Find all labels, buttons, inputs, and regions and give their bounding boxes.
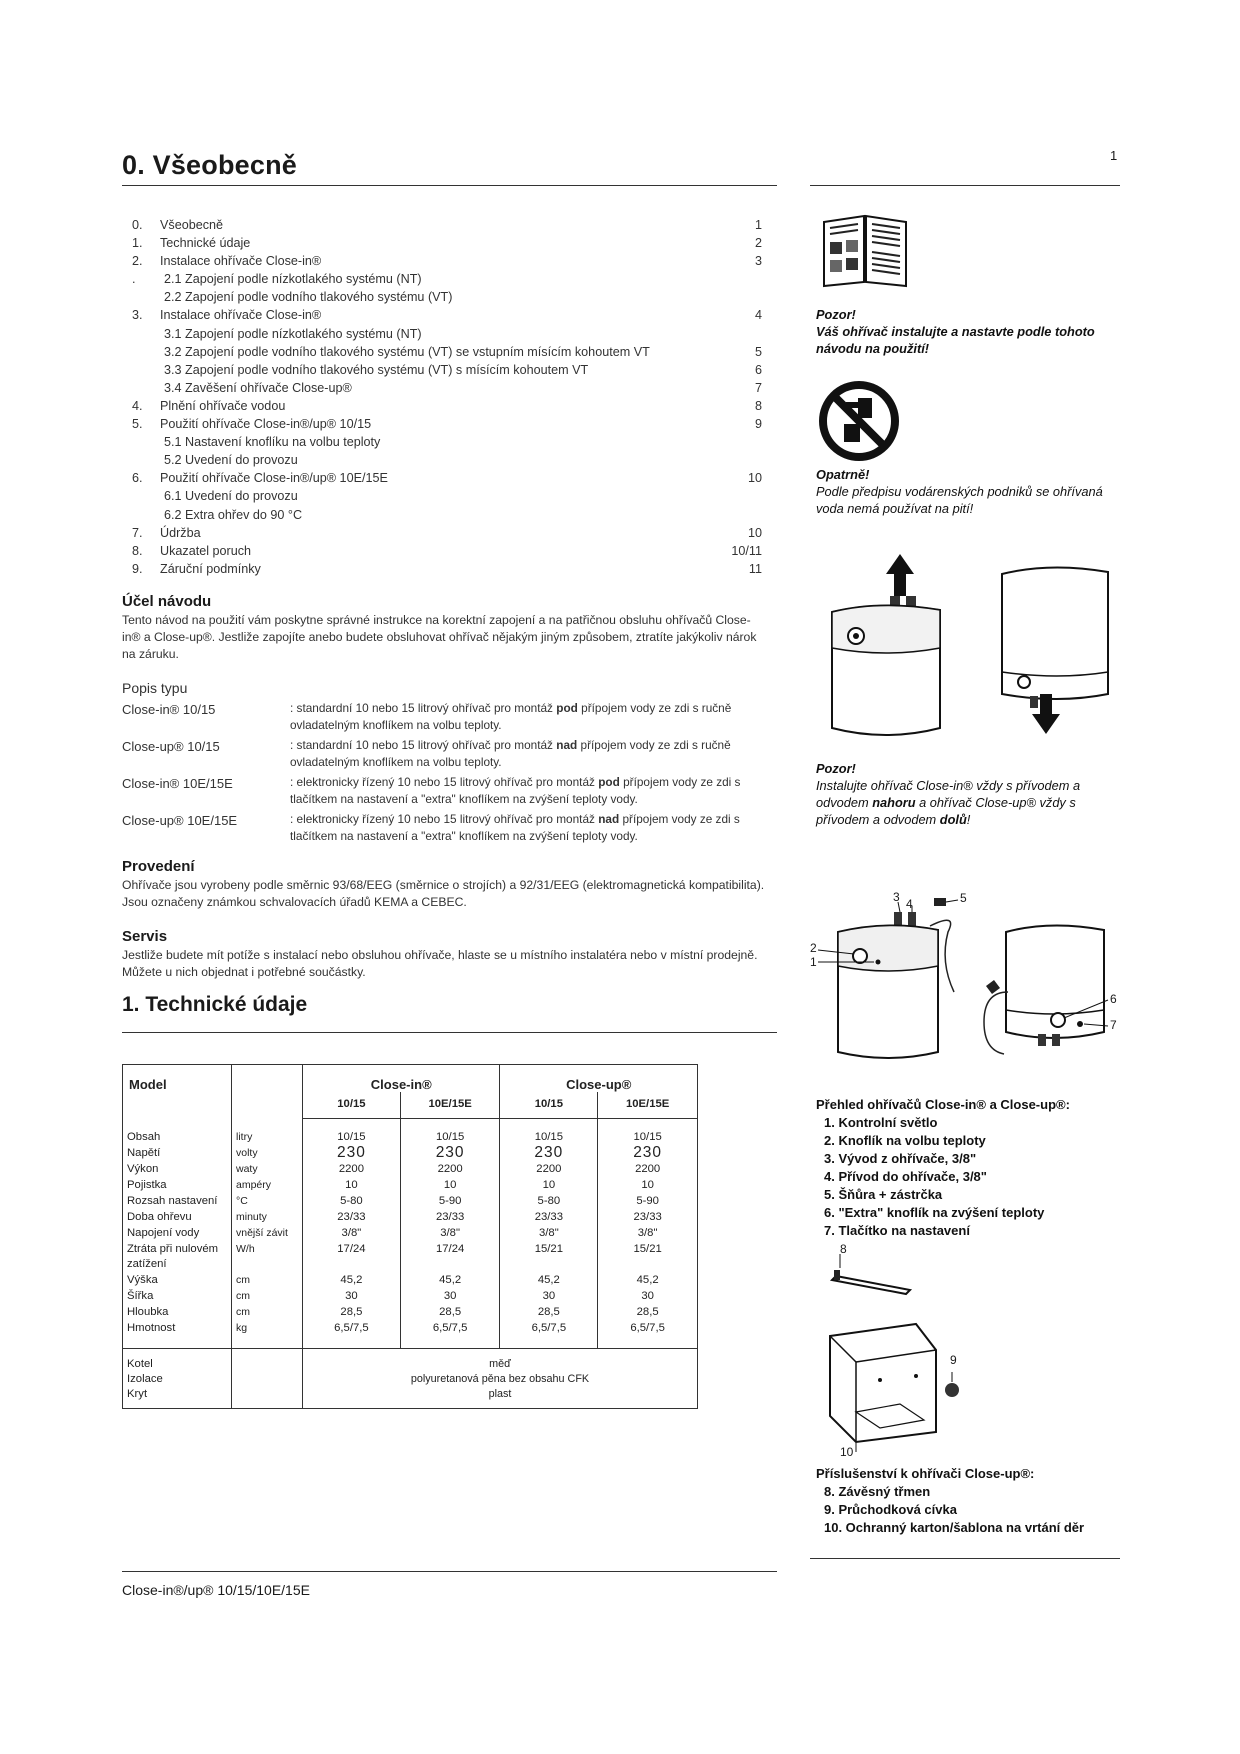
table-row xyxy=(123,1241,698,1272)
table-row xyxy=(123,1161,698,1177)
row-label: Hloubka xyxy=(123,1304,232,1320)
manual-book-icon xyxy=(820,212,910,290)
row-value: 23/33 xyxy=(500,1209,598,1225)
row-unit: ampéry xyxy=(232,1177,303,1193)
list-item: 5. Šňůra + zástrčka xyxy=(824,1187,943,1202)
spacer-cell xyxy=(232,1119,303,1130)
callout-8: 8 xyxy=(840,1242,847,1256)
toc-row xyxy=(132,560,762,578)
toc-title: Všeobecně xyxy=(160,218,224,232)
row-value: 17/24 xyxy=(400,1241,500,1272)
row-value: 6,5/7,5 xyxy=(598,1320,698,1336)
heater-overview-illustration xyxy=(808,892,1128,1082)
variant-header: 10/15 xyxy=(303,1092,401,1119)
note-pozor-1-title: Pozor! xyxy=(816,307,856,322)
note-pozor-2-mid: a ohřívač Close-up® vždy s přívodem a odvodem xyxy=(816,795,1076,827)
row-value: 17/24 xyxy=(303,1241,401,1272)
tech-spacer xyxy=(123,1336,698,1349)
toc-title: 5.1 Nastavení knoflíku na volbu teploty xyxy=(164,435,381,450)
toc-row xyxy=(132,361,762,379)
accessory-list xyxy=(816,1465,1136,1537)
toc-title: Instalace ohřívače Close-in® xyxy=(160,254,322,269)
toc-title: 3.4 Zavěšení ohřívače Close-up® xyxy=(164,380,352,395)
header-rule xyxy=(122,185,777,186)
toc-title: 3.2 Zapojení podle vodního tlakového systému (VT) se vstupním mísícím kohoutem VT xyxy=(164,344,650,359)
header-rule-side xyxy=(810,185,1120,186)
table-row xyxy=(123,1320,698,1336)
row-value: 23/33 xyxy=(303,1209,401,1225)
table-row xyxy=(123,1129,698,1145)
tech-rule xyxy=(122,1032,777,1033)
row-value: 28,5 xyxy=(303,1304,401,1320)
toc-title: Použití ohřívače Close-in®/up® 10/15 xyxy=(160,417,372,432)
row-label: Výkon xyxy=(123,1161,232,1177)
footer-rule xyxy=(122,1571,777,1572)
toc-row xyxy=(132,469,762,487)
row-value: 3/8" xyxy=(303,1225,401,1241)
tech-table xyxy=(122,1064,698,1409)
note-pozor-2-end: ! xyxy=(966,812,971,827)
type-desc-post: přípojem vody ze zdi s tlačítkem na nastavení a "extra" knoflíkem na zvýšení teploty vody. xyxy=(290,775,741,806)
row-value: 45,2 xyxy=(303,1272,401,1288)
toc-number: 5. xyxy=(132,417,143,432)
type-description xyxy=(290,774,782,808)
toc-row xyxy=(132,506,762,524)
row-value: 23/33 xyxy=(400,1209,500,1225)
row-value: 3/8" xyxy=(598,1225,698,1241)
material-row xyxy=(123,1387,698,1409)
toc-page: 10 xyxy=(747,471,762,486)
type-name: Close-up® 10E/15E xyxy=(122,813,238,828)
spacer-cell xyxy=(500,1119,598,1130)
page-number: 1 xyxy=(1110,148,1118,163)
variant-header: 10E/15E xyxy=(598,1092,698,1119)
row-unit: kg xyxy=(232,1320,303,1336)
spacer-cell xyxy=(400,1119,500,1130)
type-desc-pre: : standardní 10 nebo 15 litrový ohřívač pro montáž xyxy=(290,738,557,752)
callout-2: 2 xyxy=(810,941,817,955)
row-value: 10 xyxy=(500,1177,598,1193)
toc-row xyxy=(132,325,762,343)
toc-title: Záruční podmínky xyxy=(160,561,261,576)
variant-header: 10/15 xyxy=(500,1092,598,1119)
variant-header: 10E/15E xyxy=(400,1092,500,1119)
row-unit: cm xyxy=(232,1304,303,1320)
type-desc-pre: : elektronicky řízený 10 nebo 15 litrový ohřívač pro montáž xyxy=(290,812,599,826)
toc-title: Instalace ohřívače Close-in® xyxy=(160,308,322,323)
row-value: 6,5/7,5 xyxy=(303,1320,401,1336)
row-label: Hmotnost xyxy=(123,1320,232,1336)
type-desc-bold: pod xyxy=(556,701,578,715)
material-label: Kotel xyxy=(123,1349,232,1373)
list-item: 4. Přívod do ohřívače, 3/8" xyxy=(824,1169,987,1184)
type-desc-pre: : elektronicky řízený 10 nebo 15 litrový ohřívač pro montáž xyxy=(290,775,599,789)
note-pozor-2-bold-1: nahoru xyxy=(872,795,916,810)
spacer-cell xyxy=(598,1336,698,1349)
toc-row xyxy=(132,306,762,324)
spacer-cell xyxy=(598,1119,698,1130)
toc-page: 7 xyxy=(754,380,762,395)
type-row xyxy=(122,700,782,737)
row-value: 6,5/7,5 xyxy=(500,1320,598,1336)
row-value: 30 xyxy=(598,1288,698,1304)
toc-number: 1. xyxy=(132,236,143,251)
row-unit: volty xyxy=(232,1145,303,1161)
toc-row xyxy=(132,451,762,469)
note-pozor-2 xyxy=(816,760,1121,828)
row-unit: waty xyxy=(232,1161,303,1177)
callout-9: 9 xyxy=(950,1353,957,1367)
accessory-title: Příslušenství k ohřívači Close-up®: xyxy=(816,1466,1035,1481)
row-value: 28,5 xyxy=(500,1304,598,1320)
toc-number: 6. xyxy=(132,471,143,486)
toc-number: 9. xyxy=(132,561,143,576)
row-label: Doba ohřevu xyxy=(123,1209,232,1225)
tech-header-row xyxy=(123,1065,698,1093)
toc-title: 5.2 Uvedení do provozu xyxy=(164,453,298,468)
material-value: měď xyxy=(303,1349,698,1373)
row-value: 10 xyxy=(400,1177,500,1193)
row-value: 5-90 xyxy=(598,1193,698,1209)
material-label: Izolace xyxy=(123,1372,232,1387)
toc-row xyxy=(132,252,762,270)
type-description xyxy=(290,811,782,845)
spacer-cell xyxy=(303,1336,401,1349)
callout-3: 3 xyxy=(893,890,900,904)
material-value: polyuretanová pěna bez obsahu CFK xyxy=(303,1372,698,1387)
row-value: 230 xyxy=(303,1145,401,1161)
type-desc-pre: : standardní 10 nebo 15 litrový ohřívač pro montáž xyxy=(290,701,557,715)
note-pozor-2-title: Pozor! xyxy=(816,761,856,776)
row-value: 10/15 xyxy=(598,1129,698,1145)
list-item: 8. Závěsný třmen xyxy=(824,1484,931,1499)
no-drinking-water-icon xyxy=(818,380,900,462)
row-value: 5-90 xyxy=(400,1193,500,1209)
type-list xyxy=(122,700,782,848)
type-row xyxy=(122,774,782,811)
toc-title: 6.1 Uvedení do provozu xyxy=(164,489,298,504)
toc-row xyxy=(132,542,762,560)
toc-page: 11 xyxy=(748,561,762,576)
toc-row xyxy=(132,487,762,505)
row-value: 6,5/7,5 xyxy=(400,1320,500,1336)
toc-title: 2.1 Zapojení podle nízkotlakého systému (NT) xyxy=(164,272,422,287)
table-row xyxy=(123,1145,698,1161)
toc-title: 6.2 Extra ohřev do 90 °C xyxy=(164,507,303,522)
toc-page: 5 xyxy=(754,344,762,359)
row-unit: W/h xyxy=(232,1241,303,1272)
toc-title: Technické údaje xyxy=(160,236,251,251)
toc-number: 3. xyxy=(132,308,143,323)
toc-title: Údržba xyxy=(160,525,201,540)
type-desc-bold: nad xyxy=(556,738,578,752)
row-value: 2200 xyxy=(400,1161,500,1177)
spacer-cell xyxy=(500,1336,598,1349)
servis-text: Jestliže budete mít potíže s instalací nebo obsluhou ohřívače, hlaste se u místního instalatéra nebo v místní prodejně. Můžete u nich objednat i potřebné součástky. xyxy=(122,948,758,979)
toc-title: Použití ohřívače Close-in®/up® 10E/15E xyxy=(160,471,388,486)
toc-page: 8 xyxy=(754,398,762,413)
toc-page: 6 xyxy=(754,362,762,377)
row-unit: minuty xyxy=(232,1209,303,1225)
row-value: 15/21 xyxy=(500,1241,598,1272)
type-name: Close-in® 10/15 xyxy=(122,702,216,717)
material-label: Kryt xyxy=(123,1387,232,1409)
toc-title: Plnění ohřívače vodou xyxy=(160,398,286,413)
table-row xyxy=(123,1288,698,1304)
footer-text: Close-in®/up® 10/15/10E/15E xyxy=(122,1582,310,1598)
row-value: 30 xyxy=(303,1288,401,1304)
toc-number: 7. xyxy=(132,525,143,540)
note-pozor-2-bold-2: dolů xyxy=(939,812,967,827)
material-row xyxy=(123,1372,698,1387)
ucel-text: Tento návod na použití vám poskytne správné instrukce na korektní zapojení a na patřičnou obsluhu ohřívačů Close-in® a Close-up®. Jestliže zapojíte anebo budete obsluhovat ohřívač nějakým jiným způsobem, ztratíte jakýkoliv nárok na záruku. xyxy=(122,613,757,661)
toc-number: 2. xyxy=(132,254,143,269)
type-desc-post: přípojem vody ze zdi s ručně ovladatelným knoflíkem na volbu teploty. xyxy=(290,738,731,769)
toc-number: 0. xyxy=(132,218,143,232)
toc-page: 10 xyxy=(747,525,762,540)
overview-list xyxy=(816,1096,1136,1240)
row-value: 3/8" xyxy=(500,1225,598,1241)
row-unit: vnější závit xyxy=(232,1225,303,1241)
callout-5: 5 xyxy=(960,891,967,905)
toc-page: 2 xyxy=(754,236,762,251)
row-label: Rozsah nastavení xyxy=(123,1193,232,1209)
table-row xyxy=(123,1209,698,1225)
toc-row xyxy=(132,433,762,451)
type-description xyxy=(290,700,782,734)
row-value: 2200 xyxy=(303,1161,401,1177)
list-item: 6. "Extra" knoflík na zvýšení teploty xyxy=(824,1205,1045,1220)
note-opatrne-title: Opatrně! xyxy=(816,467,870,482)
model-header: Model xyxy=(123,1065,232,1119)
spacer-cell xyxy=(232,1336,303,1349)
table-row xyxy=(123,1225,698,1241)
row-label: Obsah xyxy=(123,1129,232,1145)
provedeni-heading: Provedení xyxy=(122,858,195,875)
type-name: Close-in® 10E/15E xyxy=(122,776,233,791)
type-description xyxy=(290,737,782,771)
toc-row xyxy=(132,234,762,252)
row-value: 10 xyxy=(303,1177,401,1193)
note-opatrne xyxy=(816,466,1121,517)
heater-orientation-illustration xyxy=(820,552,1120,747)
type-row xyxy=(122,737,782,774)
note-pozor-2-pre: Instalujte ohřívač Close-in® vždy s přívodem a odvodem xyxy=(816,778,1081,810)
row-value: 10/15 xyxy=(500,1129,598,1145)
toc-title: 2.2 Zapojení podle vodního tlakového systému (VT) xyxy=(164,290,453,305)
row-value: 45,2 xyxy=(400,1272,500,1288)
material-unit xyxy=(232,1349,303,1373)
note-pozor-1-text: Váš ohřívač instalujte a nastavte podle tohoto návodu na použití! xyxy=(816,324,1095,356)
row-value: 2200 xyxy=(598,1161,698,1177)
servis-heading: Servis xyxy=(122,928,168,945)
type-desc-bold: nad xyxy=(598,812,620,826)
row-value: 230 xyxy=(400,1145,500,1161)
toc-row xyxy=(132,288,762,306)
toc-row xyxy=(132,343,762,361)
toc-title: 3.1 Zapojení podle nízkotlakého systému (NT) xyxy=(164,326,422,341)
row-value: 5-80 xyxy=(500,1193,598,1209)
toc-page: 9 xyxy=(754,417,762,432)
table-row xyxy=(123,1272,698,1288)
table-row xyxy=(123,1304,698,1320)
toc-number: 4. xyxy=(132,398,143,413)
accessories-illustration xyxy=(820,1252,1020,1462)
row-value: 230 xyxy=(598,1145,698,1161)
popis-heading: Popis typu xyxy=(122,680,188,696)
material-value: plast xyxy=(303,1387,698,1409)
row-value: 3/8" xyxy=(400,1225,500,1241)
row-unit: cm xyxy=(232,1272,303,1288)
toc-row xyxy=(132,379,762,397)
list-item: 2. Knoflík na volbu teploty xyxy=(824,1133,986,1148)
type-name: Close-up® 10/15 xyxy=(122,739,220,754)
row-value: 2200 xyxy=(500,1161,598,1177)
table-row xyxy=(123,1193,698,1209)
list-item: 10. Ochranný karton/šablona na vrtání děr xyxy=(824,1520,1085,1535)
row-value: 10 xyxy=(598,1177,698,1193)
row-value: 10/15 xyxy=(400,1129,500,1145)
toc-page: 4 xyxy=(754,308,762,323)
table-of-contents xyxy=(132,216,762,578)
overview-title: Přehled ohřívačů Close-in® a Close-up®: xyxy=(816,1097,1070,1112)
spacer-cell xyxy=(303,1119,401,1130)
row-unit: litry xyxy=(232,1129,303,1145)
close-in-header: Close-in® xyxy=(303,1065,500,1093)
toc-row xyxy=(132,270,762,288)
row-value: 28,5 xyxy=(598,1304,698,1320)
close-up-header: Close-up® xyxy=(500,1065,698,1093)
row-value: 30 xyxy=(500,1288,598,1304)
material-unit xyxy=(232,1387,303,1409)
spacer-cell xyxy=(123,1119,232,1130)
row-value: 15/21 xyxy=(598,1241,698,1272)
row-label: Napojení vody xyxy=(123,1225,232,1241)
footer-rule-side xyxy=(810,1558,1120,1559)
page-title: 0. Všeobecně xyxy=(122,150,297,180)
type-desc-bold: pod xyxy=(598,775,620,789)
list-item: 9. Průchodková cívka xyxy=(824,1502,957,1517)
row-unit: °C xyxy=(232,1193,303,1209)
row-value: 28,5 xyxy=(400,1304,500,1320)
row-label: Pojistka xyxy=(123,1177,232,1193)
callout-10: 10 xyxy=(840,1445,854,1459)
row-label: Ztráta při nulovém zatížení xyxy=(123,1241,232,1272)
toc-number: 8. xyxy=(132,543,143,558)
material-unit xyxy=(232,1372,303,1387)
tech-heading: 1. Technické údaje xyxy=(122,993,308,1016)
material-row xyxy=(123,1349,698,1373)
toc-row xyxy=(132,415,762,433)
row-label: Napětí xyxy=(123,1145,232,1161)
row-value: 45,2 xyxy=(500,1272,598,1288)
row-value: 30 xyxy=(400,1288,500,1304)
toc-title: 3.3 Zapojení podle vodního tlakového systému (VT) s mísícím kohoutem VT xyxy=(164,362,589,377)
provedeni-text: Ohřívače jsou vyrobeny podle směrnic 93/68/EEG (směrnice o strojích) a 92/31/EEG (elektromagnetická kompatibilita). Jsou označeny známkou schvalovacích úřadů KEMA a CEBEC. xyxy=(122,878,765,909)
callout-6: 6 xyxy=(1110,992,1117,1006)
toc-row xyxy=(132,524,762,542)
type-row xyxy=(122,811,782,848)
row-value: 5-80 xyxy=(303,1193,401,1209)
ucel-heading: Účel návodu xyxy=(122,593,212,610)
row-unit: cm xyxy=(232,1288,303,1304)
row-value: 10/15 xyxy=(303,1129,401,1145)
toc-number: . xyxy=(132,272,136,287)
table-row xyxy=(123,1177,698,1193)
callout-4: 4 xyxy=(906,897,913,911)
toc-title: Ukazatel poruch xyxy=(160,543,252,558)
list-item: 3. Vývod z ohřívače, 3/8" xyxy=(824,1151,977,1166)
unit-header xyxy=(232,1065,303,1119)
spacer-cell xyxy=(400,1336,500,1349)
row-label: Šířka xyxy=(123,1288,232,1304)
row-value: 23/33 xyxy=(598,1209,698,1225)
list-item: 7. Tlačítko na nastavení xyxy=(824,1223,970,1238)
row-label: Výška xyxy=(123,1272,232,1288)
list-item: 1. Kontrolní světlo xyxy=(824,1115,938,1130)
note-opatrne-text: Podle předpisu vodárenských podniků se ohřívaná voda nemá používat na pití! xyxy=(816,484,1103,516)
type-desc-post: přípojem vody ze zdi s ručně ovladatelným knoflíkem na volbu teploty. xyxy=(290,701,732,732)
toc-row xyxy=(132,397,762,415)
note-pozor-1 xyxy=(816,306,1121,357)
toc-page: 3 xyxy=(754,254,762,269)
callout-7: 7 xyxy=(1110,1018,1117,1032)
row-value: 45,2 xyxy=(598,1272,698,1288)
spacer-cell xyxy=(123,1336,232,1349)
type-desc-post: přípojem vody ze zdi s tlačítkem na nastavení a "extra" knoflíkem na zvýšení teploty vody. xyxy=(290,812,740,843)
toc-row xyxy=(132,216,762,234)
toc-page: 1 xyxy=(754,218,762,232)
callout-1: 1 xyxy=(810,955,817,969)
tech-spacer xyxy=(123,1119,698,1130)
toc-page: 10/11 xyxy=(731,543,762,558)
row-value: 230 xyxy=(500,1145,598,1161)
